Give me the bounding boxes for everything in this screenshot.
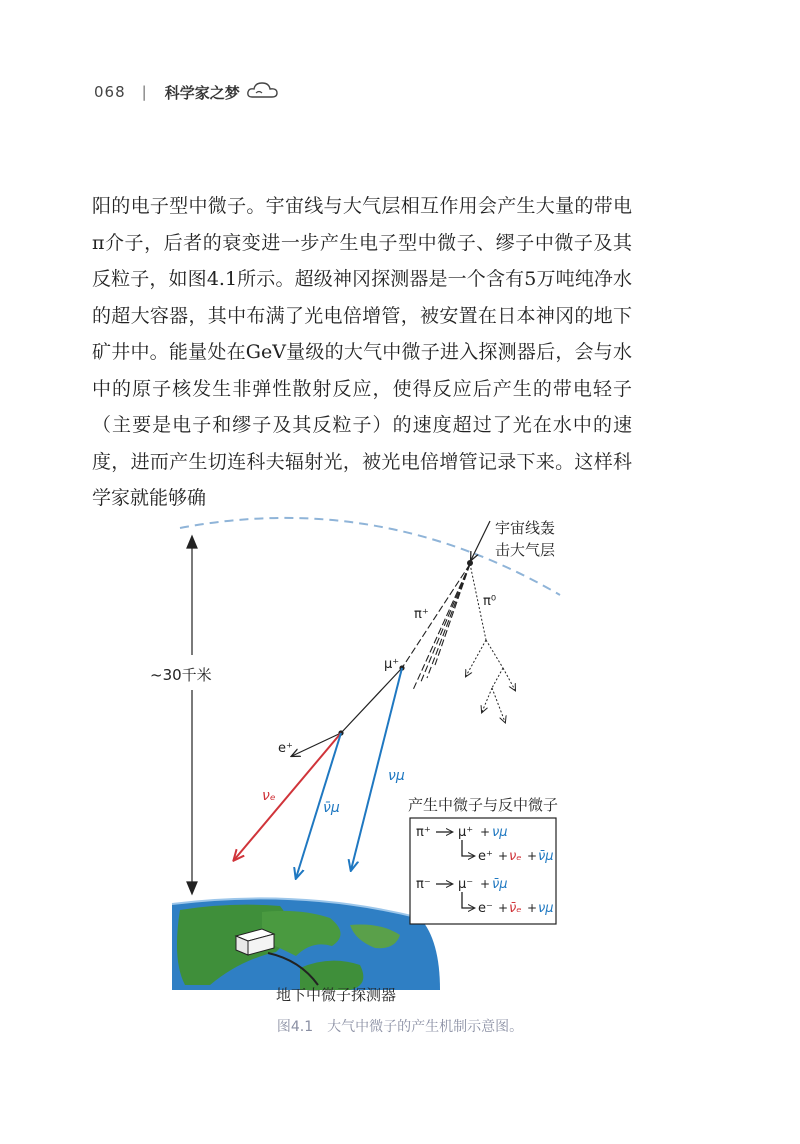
e-plus-label: e⁺ xyxy=(278,741,293,756)
nu-mu-bar-label: ν̄μ xyxy=(323,800,340,816)
pion-tracks xyxy=(402,564,470,690)
cloud-icon xyxy=(246,80,280,104)
book-title: 科学家之梦 xyxy=(164,83,240,102)
pi-zero-label: π⁰ xyxy=(483,594,497,609)
nu-mu-label: νμ xyxy=(388,768,405,784)
body-paragraph: 阳的电子型中微子。宇宙线与大气层相互作用会产生大量的带电π介子，后者的衰变进一步产生电子型中微子、缪子中微子及其反粒子，如图4.1所示。超级神冈探测器是一个含有5万吨纯净水的超大容器，其中布满了光电倍增管，被安置在日本神冈的地下矿井中。能量处在GeV量级的大气中微子进入探测器后，会与水中的原子核发生非弹性散射反应，使得反应后产生的带电轻子（主要是电子和缪子及其反粒子）的速度超过了光在水中的速度，进而产生切连科夫辐射光，被光电倍增管记录下来。这样科学家就能够确 xyxy=(92,195,632,509)
reaction-3-parent: π⁻ xyxy=(416,877,431,892)
positron-track xyxy=(292,733,341,756)
reaction-2-nu-mu-bar: ν̄μ xyxy=(538,849,554,864)
reaction-1-neutrino: νμ xyxy=(492,825,508,840)
reaction-1-product: μ⁺ xyxy=(458,825,474,840)
page-number: 068 xyxy=(94,83,126,101)
page-header xyxy=(94,80,280,104)
height-scale-arrow xyxy=(187,536,197,894)
cosmic-ray-label-2: 击大气层 xyxy=(495,541,556,559)
pi-zero-cascade xyxy=(466,564,515,722)
figure-4-1 xyxy=(0,500,800,1060)
reaction-4-plus-2: + xyxy=(527,901,538,915)
earth-surface xyxy=(172,898,440,990)
reaction-3-plus: + xyxy=(480,877,491,891)
detector-label: 地下中微子探测器 xyxy=(276,986,397,1004)
body-text xyxy=(92,188,632,517)
mu-plus-label: μ⁺ xyxy=(384,657,400,672)
reaction-3-product: μ⁻ xyxy=(458,877,474,892)
reaction-2-plus-2: + xyxy=(527,849,538,863)
reaction-line-3 xyxy=(416,877,508,892)
reaction-4-lepton: e⁻ xyxy=(478,901,493,916)
reaction-line-1 xyxy=(416,825,508,840)
reaction-2-lepton: e⁺ xyxy=(478,849,493,864)
header-separator: | xyxy=(141,83,147,101)
pi-plus-label: π⁺ xyxy=(414,607,429,622)
reaction-2-nu-e: νₑ xyxy=(509,849,522,864)
cosmic-ray-label-1: 宇宙线轰 xyxy=(495,519,556,537)
caption-text: 大气中微子的产生机制示意图。 xyxy=(327,1019,524,1035)
reaction-1-plus: + xyxy=(480,825,491,839)
reaction-3-neutrino: ν̄μ xyxy=(492,877,508,892)
atmospheric-neutrino-diagram xyxy=(0,500,800,1020)
reaction-box-title: 产生中微子与反中微子 xyxy=(408,796,559,814)
reaction-4-nu-e-bar: ν̄ₑ xyxy=(509,901,522,916)
figure-caption xyxy=(0,1016,800,1036)
caption-number: 图4.1 xyxy=(276,1019,314,1035)
nu-e-label: νₑ xyxy=(262,788,276,804)
reaction-2-plus-1: + xyxy=(498,849,509,863)
reaction-4-plus-1: + xyxy=(498,901,509,915)
reaction-4-nu-mu: νμ xyxy=(538,901,554,916)
reaction-1-parent: π⁺ xyxy=(416,825,431,840)
height-label: ~30千米 xyxy=(150,666,212,684)
cosmic-ray-track xyxy=(471,521,490,560)
